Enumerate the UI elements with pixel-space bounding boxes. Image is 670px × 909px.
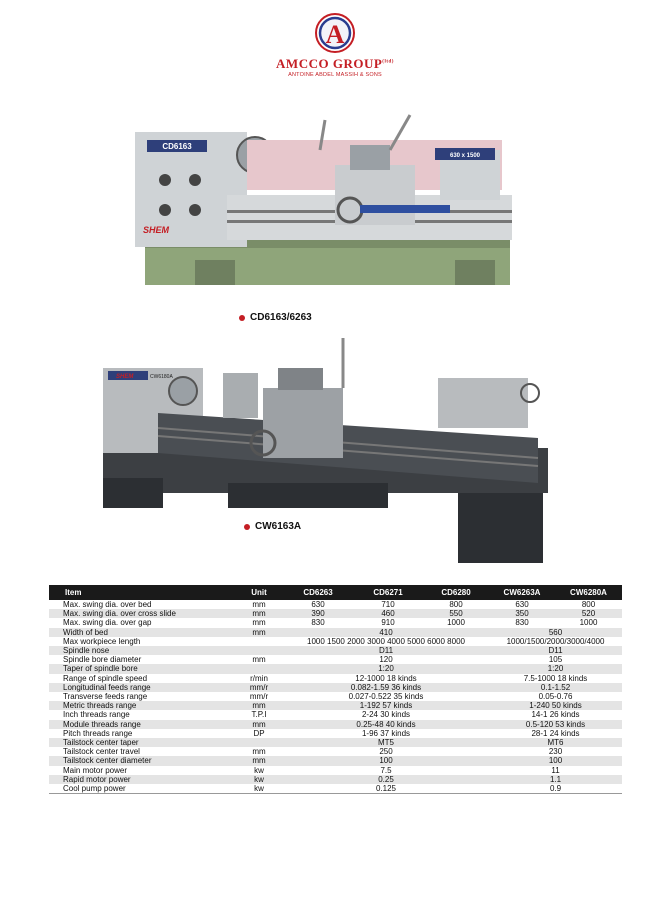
row-unit: mm bbox=[235, 701, 283, 710]
row-value: 7.5 bbox=[380, 765, 392, 775]
row-unit bbox=[235, 637, 283, 646]
row-item-label: Longitudinal feeds range bbox=[49, 683, 235, 692]
row-item-label: Tailstock center diameter bbox=[49, 756, 235, 765]
row-value: 550 bbox=[423, 609, 489, 618]
row-value: 250 bbox=[379, 747, 393, 757]
row-value: 410 bbox=[283, 628, 489, 637]
header-unit: Unit bbox=[235, 585, 283, 600]
row-unit bbox=[235, 664, 283, 673]
row-unit: mm bbox=[252, 618, 266, 628]
svg-text:CD6163: CD6163 bbox=[162, 142, 192, 151]
amcco-emblem-icon bbox=[313, 12, 357, 54]
row-value: D11 bbox=[489, 646, 622, 655]
header-cw6280a: CW6280A bbox=[555, 585, 622, 600]
lathe-photo-cw6163a bbox=[98, 333, 553, 568]
row-unit: DP bbox=[253, 728, 265, 738]
row-item-label: Inch threads range bbox=[63, 710, 130, 720]
table-row bbox=[49, 618, 622, 627]
table-row bbox=[49, 600, 622, 609]
row-value: 0.9 bbox=[489, 784, 622, 794]
row-unit: mm bbox=[252, 600, 266, 609]
row-item-label: Metric threads range bbox=[49, 701, 235, 710]
row-value: 630 bbox=[311, 600, 325, 609]
table-row bbox=[49, 766, 622, 775]
row-value: 1000/1500/2000/3000/4000 bbox=[506, 636, 605, 646]
row-value: 520 bbox=[555, 609, 622, 618]
row-value: 1-192 57 kinds bbox=[283, 701, 489, 710]
row-value: 350 bbox=[489, 609, 555, 618]
row-unit: kw bbox=[254, 765, 264, 775]
row-unit: mm/r bbox=[249, 692, 269, 702]
row-value: 0.25-48 40 kinds bbox=[283, 720, 489, 729]
lathe-photo-cd6163 bbox=[135, 110, 515, 305]
bullet-dot-icon bbox=[244, 524, 250, 530]
row-value: 0.1-1.52 bbox=[489, 683, 622, 692]
table-row bbox=[49, 729, 622, 738]
row-value: 28-1 24 kinds bbox=[531, 728, 580, 738]
row-unit: mm bbox=[235, 756, 283, 765]
caption-cw6163a: CW6163A bbox=[244, 521, 301, 532]
row-item-label: Width of bed bbox=[49, 628, 235, 637]
row-value: 0.05-0.76 bbox=[538, 692, 573, 702]
row-unit: T.P.I bbox=[251, 710, 267, 720]
caption-cd6163: CD6163/6263 bbox=[239, 312, 312, 323]
row-value: 105 bbox=[548, 655, 563, 665]
row-value: 12-1000 18 kinds bbox=[355, 673, 417, 683]
table-row bbox=[49, 692, 622, 701]
row-item-label: Max workpiece length bbox=[63, 636, 141, 646]
row-value: 120 bbox=[379, 655, 393, 665]
row-value: 800 bbox=[581, 600, 596, 609]
company-logo bbox=[270, 12, 400, 78]
row-unit: mm bbox=[252, 655, 266, 665]
row-unit: kw bbox=[235, 775, 283, 784]
table-row bbox=[49, 674, 622, 683]
table-header-row bbox=[49, 585, 622, 600]
row-item-label: Tailstock center taper bbox=[49, 738, 235, 747]
row-value: 830 bbox=[311, 618, 325, 628]
row-value: 100 bbox=[489, 756, 622, 765]
row-value: 0.027-0.522 35 kinds bbox=[348, 692, 424, 702]
row-unit bbox=[235, 646, 283, 655]
logo-name: AMCCO $GROUP^{(ltd)}$ bbox=[276, 56, 394, 71]
table-row bbox=[49, 609, 622, 618]
row-unit: mm bbox=[235, 609, 283, 618]
header-cd6271: CD6271 bbox=[353, 585, 423, 600]
row-value: 11 bbox=[551, 765, 560, 775]
row-value: 910 bbox=[381, 618, 395, 628]
specifications-table bbox=[49, 585, 622, 794]
svg-text:CW6180A: CW6180A bbox=[150, 374, 173, 380]
row-value: 230 bbox=[548, 747, 563, 757]
row-value: 0.082-1.59 36 kinds bbox=[283, 683, 489, 692]
row-unit: mm bbox=[235, 720, 283, 729]
row-value: 14-1 26 kinds bbox=[531, 710, 580, 720]
row-item-label: Range of spindle speed bbox=[63, 673, 148, 683]
row-unit: r/min bbox=[250, 673, 268, 683]
row-value: 710 bbox=[381, 600, 395, 609]
row-item-label: Transverse feeds range bbox=[63, 692, 148, 702]
header-cd6263: CD6263 bbox=[283, 585, 353, 600]
table-row bbox=[49, 683, 622, 692]
row-item-label: Main motor power bbox=[63, 765, 128, 775]
row-unit bbox=[235, 738, 283, 747]
table-row bbox=[49, 756, 622, 765]
row-value: 0.5-120 53 kinds bbox=[489, 720, 622, 729]
row-item-label: Max. swing dia. over gap bbox=[63, 618, 152, 628]
row-value: 390 bbox=[283, 609, 353, 618]
row-value: 1-96 37 kinds bbox=[361, 728, 411, 738]
header-cw6263a: CW6263A bbox=[489, 585, 555, 600]
row-value: MT6 bbox=[489, 738, 622, 747]
table-row bbox=[49, 784, 622, 794]
table-row bbox=[49, 628, 622, 637]
svg-text:A: A bbox=[325, 20, 345, 49]
row-unit: kw bbox=[235, 784, 283, 794]
row-item-label: Tailstock center travel bbox=[63, 747, 140, 757]
table-row bbox=[49, 646, 622, 655]
table-body bbox=[49, 600, 622, 794]
row-value: 1000 1500 2000 3000 4000 5000 6000 8000 bbox=[307, 636, 465, 646]
row-item-label: Module threads range bbox=[49, 720, 235, 729]
row-value: 800 bbox=[449, 600, 463, 609]
row-item-label: Spindle nose bbox=[49, 646, 235, 655]
row-value: 630 bbox=[515, 600, 529, 609]
row-item-label: Rapid motor power bbox=[49, 775, 235, 784]
row-item-label: Max. swing dia. over cross slide bbox=[49, 609, 235, 618]
row-value: 1.1 bbox=[489, 775, 622, 784]
table-row bbox=[49, 747, 622, 756]
table-row bbox=[49, 655, 622, 664]
row-value: 1000 bbox=[447, 618, 465, 628]
row-value: 560 bbox=[489, 628, 622, 637]
row-value: 1:20 bbox=[489, 664, 622, 673]
row-unit: mm bbox=[252, 747, 266, 757]
row-value: 7.5-1000 18 kinds bbox=[523, 673, 588, 683]
table-row bbox=[49, 710, 622, 719]
row-value: 460 bbox=[353, 609, 423, 618]
row-value: 830 bbox=[515, 618, 529, 628]
table-row bbox=[49, 775, 622, 784]
row-value: MT5 bbox=[283, 738, 489, 747]
row-value: 1000 bbox=[579, 618, 598, 628]
row-value: 100 bbox=[283, 756, 489, 765]
header-cd6280: CD6280 bbox=[423, 585, 489, 600]
header-item: Item bbox=[49, 585, 235, 600]
table-row bbox=[49, 720, 622, 729]
row-item-label: Max. swing dia. over bed bbox=[63, 600, 152, 609]
row-item-label: Taper of spindle bore bbox=[49, 664, 235, 673]
row-unit: mm/r bbox=[235, 683, 283, 692]
svg-text:630 x 1500: 630 x 1500 bbox=[449, 153, 481, 159]
row-item-label: Cool pump power bbox=[49, 784, 235, 794]
row-value: 0.25 bbox=[283, 775, 489, 784]
svg-text:SHEM: SHEM bbox=[116, 374, 134, 380]
logo-tagline: ANTOINE ABDEL MASSIH & SONS bbox=[288, 72, 382, 78]
svg-text:SHEM: SHEM bbox=[143, 225, 170, 235]
table-row bbox=[49, 738, 622, 747]
row-value: 1-240 50 kinds bbox=[489, 701, 622, 710]
row-unit: mm bbox=[235, 628, 283, 637]
table-row bbox=[49, 701, 622, 710]
bullet-dot-icon bbox=[239, 315, 245, 321]
row-item-label: Pitch threads range bbox=[63, 728, 133, 738]
table-row bbox=[49, 664, 622, 673]
row-value: D11 bbox=[283, 646, 489, 655]
row-value: 2-24 30 kinds bbox=[361, 710, 411, 720]
row-item-label: Spindle bore diameter bbox=[63, 655, 142, 665]
row-value: 0.125 bbox=[283, 784, 489, 794]
row-value: 1:20 bbox=[283, 664, 489, 673]
table-row bbox=[49, 637, 622, 646]
